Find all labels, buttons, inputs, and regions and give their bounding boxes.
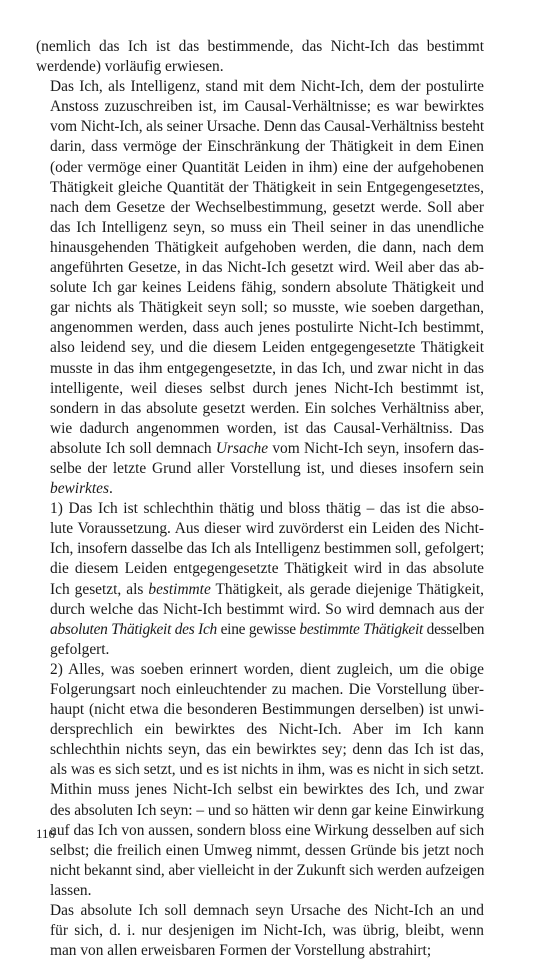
text-line	[36, 479, 484, 499]
paragraph	[36, 901, 484, 961]
text-line: für sich, d. i. nur desjenigen im Nicht-Ich, was übrig, bleibt, wenn	[50, 922, 484, 940]
text-line: sondern in das absolute gesetzt werden. Ein solches Verhältniss aber,	[50, 399, 484, 417]
text-line	[36, 620, 484, 640]
paragraph	[36, 77, 484, 499]
text-segment: Thätigkeit, als gerade diejenige Thätigkeit,	[210, 580, 484, 598]
text-line: 1) Das Ich ist schlechthin thätig und bloss thätig – das ist die abso-	[50, 500, 484, 518]
text-line: intelligente, weil dieses selbst durch jenes Nicht-Ich bestimmt ist,	[50, 379, 484, 397]
text-line: Ich, insofern dasselbe das Ich als Intelligenz bestimmen soll, gefolgert;	[50, 540, 485, 558]
text-line: Anstoss zuzuschreiben ist, im Causal-Verhältnisse; es war bewirktes	[50, 98, 484, 116]
text-line: man von allen erweisbaren Formen der Vorstellung abstrahirt;	[50, 942, 432, 960]
text-line: Thätigkeit gleiche Quantität der Thätigkeit in sein Entgegengesetztes,	[50, 178, 484, 196]
text-segment: eine gewisse	[216, 620, 300, 638]
text-line: Mithin muss jenes Nicht-Ich selbst ein bewirktes des Ich, und zwar	[50, 781, 484, 799]
page-number: 116	[36, 826, 56, 841]
text-line: angenommen werden, dass auch jenes postulirte Nicht-Ich bestimmt,	[50, 319, 484, 337]
text-segment: absolute Ich soll demnach	[50, 439, 216, 457]
text-line: hinausgehenden Thätigkeit aufgehoben werden, die dann, nach dem	[50, 238, 484, 256]
text-line: des absoluten Ich seyn: – und so hätten wir denn gar keine Einwirkung	[50, 801, 484, 819]
text-segment: vom Nicht-Ich seyn, insofern das-	[268, 439, 484, 457]
text-body	[36, 37, 484, 961]
paragraph	[36, 37, 484, 77]
text-line: durch welche das Nicht-Ich bestimmt wird. So wird demnach aus der	[50, 600, 484, 618]
text-line: Das absolute Ich soll demnach seyn Ursache des Nicht-Ich an und	[50, 902, 484, 920]
text-line: musste in das ihm entgegengesetzte, in das Ich, und zwar nicht in das	[50, 359, 484, 377]
text-line: vom Nicht-Ich, als seiner Ursache. Denn das Causal-Verhältniss besteht	[50, 118, 484, 136]
text-line: 2) Alles, was soeben erinnert worden, dient zugleich, um die obige	[50, 660, 484, 678]
text-line: angeführten Gesetze, in das Nicht-Ich gesetzt wird. Weil aber das ab-	[50, 259, 484, 277]
text-line: Das Ich, als Intelligenz, stand mit dem Nicht-Ich, dem der postulirte	[50, 78, 484, 96]
text-line: werdende) vorläufig erwiesen.	[36, 58, 224, 76]
text-segment: desselben	[423, 620, 485, 638]
text-line: (oder vermöge einer Quantität Leiden in ihm) eine der aufgehobenen	[50, 158, 484, 176]
text-line: (nemlich das Ich ist das bestimmende, das Nicht-Ich das bestimmt	[36, 38, 484, 55]
paragraph	[36, 499, 484, 660]
text-line: die diesem Leiden entgegengesetzte Thätigkeit wird in das absolute	[50, 560, 484, 578]
text-segment: .	[109, 480, 113, 498]
text-line: haupt (nicht etwa die besonderen Bestimmungen derselben) ist unwi-	[50, 701, 484, 719]
text-line: dersprechlich ein bewirktes des Nicht-Ich. Aber im Ich kann	[50, 721, 484, 739]
text-line: schlechthin nichts seyn, das ein bewirktes sey; denn das Ich ist das,	[50, 741, 484, 759]
paragraph	[36, 660, 484, 901]
text-line: auf das Ich von aussen, sondern bloss eine Wirkung desselben auf sich	[50, 821, 485, 839]
emphasized-text: bewirktes	[50, 480, 109, 498]
text-line: gar nichts als Thätigkeit seyn soll; so musste, wie soeben dargethan,	[50, 299, 484, 317]
text-line: nicht bekannt sind, aber vielleicht in der Zukunft sich werden aufzeigen	[50, 861, 485, 879]
text-line: gefolgert.	[50, 640, 110, 658]
text-line	[36, 580, 484, 600]
text-line	[36, 439, 484, 459]
emphasized-text: Ursache	[215, 439, 269, 457]
text-line: darin, dass vermöge der Einschränkung der Thätigkeit in dem Einen	[50, 138, 484, 156]
text-line: wie dadurch angenommen worden, ist das Causal-Verhältniss. Das	[50, 419, 484, 437]
text-line: lute Voraussetzung. Aus dieser wird zuvörderst ein Leiden des Nicht-	[50, 520, 484, 538]
emphasized-text: bestimmte Thätigkeit	[299, 620, 424, 638]
text-line: als was es sich setzt, und es ist nichts in ihm, was es nicht in sich setzt.	[50, 761, 484, 779]
text-segment: Ich gesetzt, als	[50, 580, 149, 598]
text-line: nach dem Gesetze der Wechselbestimmung, gesetzt werde. Soll aber	[50, 198, 484, 216]
emphasized-text: bestimmte	[148, 580, 211, 598]
text-line: solute Ich gar keines Leidens fähig, sondern absolute Thätigkeit und	[50, 279, 484, 297]
emphasized-text: absoluten Thätigkeit des Ich	[50, 620, 217, 638]
text-line: selbe der letzte Grund aller Vorstellung ist, und dieses insofern sein	[50, 459, 484, 477]
text-line: Folgerungsart noch einleuchtender zu machen. Die Vorstellung über-	[50, 681, 484, 698]
text-line: das Ich Intelligenz seyn, so muss ein Theil seiner in das unendliche	[50, 218, 484, 236]
text-line: selbst; die freilich einen Umweg nimmt, dessen Gründe bis jetzt noch	[50, 841, 484, 859]
text-line: also leidend sey, und die diesem Leiden entgegengesetzte Thätigkeit	[50, 339, 484, 357]
text-line: lassen.	[50, 881, 92, 899]
